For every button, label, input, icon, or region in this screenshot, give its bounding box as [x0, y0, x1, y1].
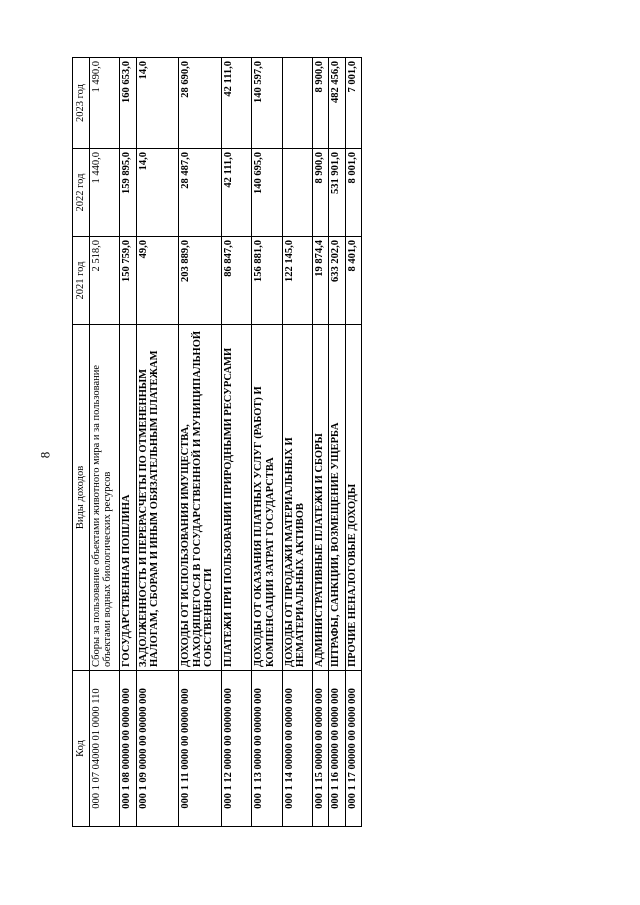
code-cell: 000 1 14 00000 00 0000 000: [282, 671, 312, 827]
table-row: [120, 58, 136, 827]
revenue-type-cell: ЗАДОЛЖЕННОСТЬ И ПЕРЕРАСЧЕТЫ ПО ОТМЕНЕННЫМ НАЛОГАМ, СБОРАМ И ИНЫМ ОБЯЗАТЕЛЬНЫМ ПЛАТЕЖАМ: [136, 325, 179, 671]
code-cell: 000 1 15 00000 00 0000 000: [313, 671, 329, 827]
table-row: [221, 58, 251, 827]
value-2023-cell: 42 111,0: [221, 58, 251, 149]
value-2021-cell: 86 847,0: [221, 237, 251, 325]
revenue-type-cell: ПЛАТЕЖИ ПРИ ПОЛЬЗОВАНИИ ПРИРОДНЫМИ РЕСУРСАМИ: [221, 325, 251, 671]
value-2023-cell: 140 597,0: [252, 58, 282, 149]
value-2023-cell: 1 490,0: [90, 58, 120, 149]
table-row: [329, 58, 345, 827]
value-2022-cell: 42 111,0: [221, 149, 251, 237]
value-2023-cell: 14,0: [136, 58, 179, 149]
header-2023: 2023 год: [73, 58, 90, 149]
code-cell: 000 1 09 0000 00 00000 000: [136, 671, 179, 827]
table-row: [282, 58, 312, 827]
revenue-type-cell: ДОХОДЫ ОТ ИСПОЛЬЗОВАНИЯ ИМУЩЕСТВА, НАХОДЯЩЕГОСЯ В ГОСУДАРСТВЕННОЙ И МУНИЦИПАЛЬНОЙ СОБСТВЕННОСТИ: [179, 325, 222, 671]
table-row: [136, 58, 179, 827]
revenue-type-cell: ПРОЧИЕ НЕНАЛОГОВЫЕ ДОХОДЫ: [345, 325, 361, 671]
header-revenue-type: Виды доходов: [73, 325, 90, 671]
revenue-table-rotated: [72, 58, 362, 827]
value-2021-cell: 156 881,0: [252, 237, 282, 325]
revenue-type-cell: ГОСУДАРСТВЕННАЯ ПОШЛИНА: [120, 325, 136, 671]
header-code: Код: [73, 671, 90, 827]
code-cell: 000 1 08 00000 00 0000 000: [120, 671, 136, 827]
code-cell: 000 1 16 00000 00 0000 000: [329, 671, 345, 827]
value-2022-cell: 8 001,0: [345, 149, 361, 237]
value-2023-cell: 7 001,0: [345, 58, 361, 149]
value-2021-cell: 2 518,0: [90, 237, 120, 325]
code-cell: 000 1 07 04000 01 0000 110: [90, 671, 120, 827]
header-2022: 2022 год: [73, 149, 90, 237]
value-2022-cell: 14,0: [136, 149, 179, 237]
value-2022-cell: 140 695,0: [252, 149, 282, 237]
revenue-type-cell: Сборы за пользование объектами животного мира и за пользование объектами водных биологических ресурсов: [90, 325, 120, 671]
revenue-type-cell: ДОХОДЫ ОТ ПРОДАЖИ МАТЕРИАЛЬНЫХ И НЕМАТЕРИАЛЬНЫХ АКТИВОВ: [282, 325, 312, 671]
value-2023-cell: 482 456,0: [329, 58, 345, 149]
value-2021-cell: 49,0: [136, 237, 179, 325]
code-cell: 000 1 17 00000 00 0000 000: [345, 671, 361, 827]
value-2021-cell: 8 401,0: [345, 237, 361, 325]
table-row: [179, 58, 222, 827]
page-number: 8: [37, 451, 53, 459]
table-header-row: [73, 58, 90, 827]
table-row: [345, 58, 361, 827]
value-2023-cell: 8 900,0: [313, 58, 329, 149]
value-2021-cell: 122 145,0: [282, 237, 312, 325]
revenue-type-cell: ШТРАФЫ, САНКЦИИ, ВОЗМЕЩЕНИЕ УЩЕРБА: [329, 325, 345, 671]
code-cell: 000 1 12 0000 00 00000 000: [221, 671, 251, 827]
value-2023-cell: 28 690,0: [179, 58, 222, 149]
table-row: [90, 58, 120, 827]
value-2023-cell: 160 653,0: [120, 58, 136, 149]
value-2021-cell: 150 759,0: [120, 237, 136, 325]
code-cell: 000 1 13 0000 00 00000 000: [252, 671, 282, 827]
header-2021: 2021 год: [73, 237, 90, 325]
revenue-table: [72, 57, 362, 827]
value-2022-cell: 28 487,0: [179, 149, 222, 237]
value-2022-cell: 531 901,0: [329, 149, 345, 237]
value-2021-cell: 203 889,0: [179, 237, 222, 325]
table-row: [313, 58, 329, 827]
value-2021-cell: 19 874,4: [313, 237, 329, 325]
code-cell: 000 1 11 0000 00 00000 000: [179, 671, 222, 827]
table-row: [252, 58, 282, 827]
revenue-type-cell: АДМИНИСТРАТИВНЫЕ ПЛАТЕЖИ И СБОРЫ: [313, 325, 329, 671]
value-2022-cell: 159 895,0: [120, 149, 136, 237]
value-2021-cell: 633 202,0: [329, 237, 345, 325]
value-2023-cell: [282, 58, 312, 149]
value-2022-cell: 1 440,0: [90, 149, 120, 237]
value-2022-cell: 8 900,0: [313, 149, 329, 237]
value-2022-cell: [282, 149, 312, 237]
revenue-type-cell: ДОХОДЫ ОТ ОКАЗАНИЯ ПЛАТНЫХ УСЛУГ (РАБОТ) И КОМПЕНСАЦИИ ЗАТРАТ ГОСУДАРСТВА: [252, 325, 282, 671]
